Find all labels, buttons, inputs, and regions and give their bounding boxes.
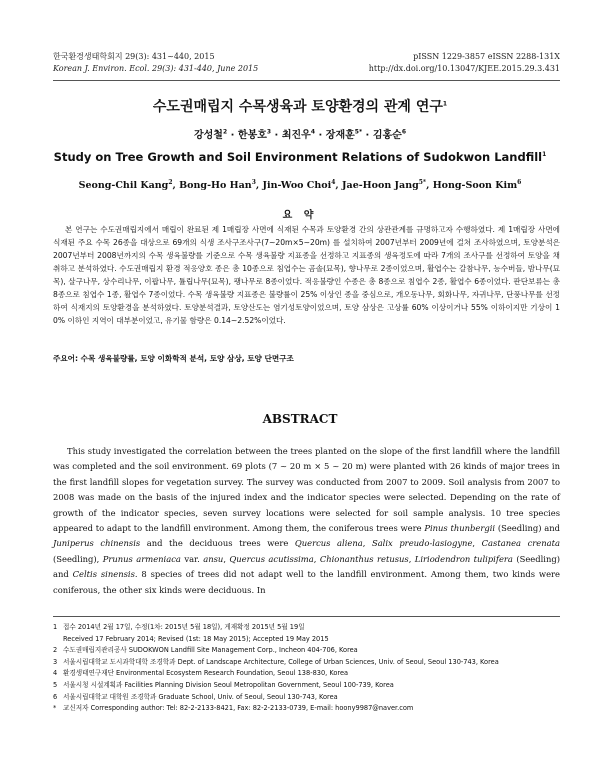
keywords-korean: 주요어: 수목 생육불량률, 토양 이화학적 분석, 토양 삼상, 토양 단면구조 [53,354,294,363]
footnote-item [53,680,563,692]
journal-identifiers [369,51,560,75]
footnotes [53,622,563,715]
abstract-text-run: (Seedling), [53,553,103,564]
author-affiliation-mark: 3 [266,128,272,136]
author-name: Bong-Ho Han [179,180,252,191]
species-name: Liriodendron tulipifera [414,553,513,564]
footnote-item [53,657,563,669]
footnote-text: 서울시립대학교 도시과학대학 조경학과 Dept. of Landscape Architecture, College of Urban Sciences, Univ. of Seoul, Seoul 130-743, Korea [63,657,499,666]
author-name: 한봉호 [237,130,267,141]
footnote-mark: * [53,704,57,713]
author-affiliation-mark: 4 [310,128,316,136]
summary-heading: 요 약 [282,210,318,221]
author-affiliation-mark: 6 [401,128,407,136]
author-affiliation-mark: 5* [354,128,363,136]
author-name: 장재훈 [325,130,355,141]
author-affiliation-mark: 5* [418,178,427,186]
abstract-text-run: and the deciduous trees were [140,538,295,549]
species-name: Chionanthus retusus [319,553,409,564]
abstract-text-run: (Seedling) and [53,553,560,580]
abstract-heading: ABSTRACT [262,412,338,426]
abstract-english [53,444,560,598]
journal-name-ko: 한국환경생태학회지 29(3): 431~440, 2015 [53,52,215,61]
abstract-text-run: . 8 species of trees did not adapt well to the landfill environment. Among them, two kinds were coniferous, the other six kinds were deciduous. In [53,569,560,595]
abstract-text-run: , [313,553,320,564]
abstract-text-run: , [472,538,482,549]
author-name: Seong-Chil Kang [78,180,169,191]
footnote-item [53,703,563,715]
title-korean [0,96,600,116]
author-separator: · [227,130,238,141]
footnote-item [53,622,563,634]
footnote-text: 접수 2014년 2월 17일, 수정(1차: 2015년 5월 18일), 게재확정 2015년 5월 19일 [63,623,305,631]
abstract-text-run: , [362,538,372,549]
footnote-mark: 2 [53,646,58,655]
author-separator: , [426,180,433,191]
footnote-text: 환경생태연구재단 Environmental Ecosystem Research Foundation, Seoul 138-830, Korea [63,669,349,678]
author-name: 최진우 [281,130,311,141]
journal-citation [53,51,258,75]
footnote-text: Received 17 February 2014; Revised (1st: 18 May 2015); Accepted 19 May 2015 [63,634,329,643]
footnote-text: 서울시립대학교 대학원 조경학과 Graduate School, Univ. of Seoul, Seoul 130-743, Korea [63,692,338,701]
abstract-text-run: , [223,553,230,564]
author-separator: · [315,130,326,141]
abstract-text-run: (Seedling) and [495,523,560,534]
abstract-text-run: var. [180,553,204,564]
author-affiliation-mark: 2 [168,178,173,186]
author-list-english [0,180,600,191]
title-english-footnote-mark: 1 [542,151,547,159]
footnote-divider [53,616,560,617]
title-korean-text: 수도권매립지 수목생육과 토양환경의 관계 연구 [152,99,443,115]
doi-link[interactable]: http://dx.doi.org/10.13047/KJEE.2015.29.3.431 [368,64,560,73]
footnote-text: 수도권매립지관리공사 SUDOKWON Landfill Site Management Corp., Incheon 404-706, Korea [63,646,358,655]
author-affiliation-mark: 6 [517,178,522,186]
footnote-mark: 4 [53,669,58,678]
species-name: Castanea crenata [481,538,560,549]
author-name: Jae-Hoon Jang [342,180,419,191]
author-name: 강성철 [193,130,223,141]
footnote-text: 서울시청 시설계획과 Facilities Planning Division Seoul Metropolitan Government, Seoul 100-739, Korea [63,680,394,689]
species-name: Prunus armeniaca [102,553,181,564]
author-separator: · [271,130,282,141]
abstract-text-run: , [408,553,415,564]
author-affiliation-mark: 2 [222,128,228,136]
species-name: Salix preudo-lasiogyne [371,538,473,549]
issn-text: pISSN 1229-3857 eISSN 2288-131X [413,52,560,61]
species-name: ansu [203,553,224,564]
summary-korean [53,223,560,327]
summary-korean-paragraph: 본 연구는 수도권매립지에서 매립이 완료된 제 1매립장 사면에 식재된 수목과 토양환경 간의 상관관계를 규명하고자 수행하였다. 제 1매립장 사면에 식재된 주요 수목 26종을 대상으로 69개의 식생 조사구조사구(7~20m×5~20m) 를 설치하여 2007년부터 2009년에 걸쳐 조사하였으며, 토양분석은 2007년부터 2008년까지의 수목 생육불량를 기준으로 수목 생육불량 지표종을 선정하고 지표종의 생육정도에 따라 7개의 조사구를 선정하여 토양을 채취하고 분석하였다. 수도권매립지 환경 적응양호 종은 총 10종으로 침엽수는 곰솔(묘목), 향나무로 2종이었으며, 활엽수는 갈참나무, 능수버들, 밤나무(묘목), 살구나무, 상수리나무, 이팝나무, 튤립나무(묘목), 팽나무로 8종이었다. 적응불량인 수종은 총 8종으로 침엽수 2종, 활엽수 6종이었다. 판단보류는 총 8종으로 침엽수 1종, 활엽수 7종이었다. 수목 생육불량 지표종은 불량률이 25% 이상인 종을 중심으로, 개오동나무, 회화나무, 자귀나무, 단풍나무를 선정하여 식재지의 토양환경을 분석하였다. 토양분석결과, 토양산도는 염기성토양이었으며, 토양 삼상은 고상률 60% 이상이거나 55% 이하이지만 기상이 10% 이하인 지역이 대부분이었고, 유기물 함량은 0.14~2.52%이었다. [53,225,560,325]
species-name: Quercus aliena [294,538,363,549]
species-name: Juniperus chinensis [53,538,141,549]
abstract-text-run: This study investigated the correlation between the trees planted on the slope of the first landfill where the landfill was completed and the soil environment. 69 plots (7 ~ 20 m × 5 ~ 20 m) were planted with 26 kinds of major trees in the first landfill slopes for vegetation survey. The survey was conducted from 2007 to 2009. Soil analysis from 2007 to 2008 was made on the basis of the injured index and the indicator species were selected. Depending on the rate of growth of the indicator species, seven survey locations were selected for soil sample analysis. 10 tree species appeared to adapt to the landfill environment. Among them, the coniferous trees were [53,446,560,534]
footnote-mark: 5 [53,680,58,689]
author-list-korean [0,126,600,141]
footnote-item [53,634,563,646]
author-name: Jin-Woo Choi [262,180,332,191]
species-name: Celtis sinensis [72,569,135,580]
footnote-item [53,668,563,680]
species-name: Quercus acutissima [229,553,314,564]
footnote-mark: 3 [53,657,58,666]
footnote-item [53,645,563,657]
author-affiliation-mark: 4 [331,178,336,186]
title-english-text: Study on Tree Growth and Soil Environment Relations of Sudokwon Landfill [53,150,543,164]
author-separator: · [362,130,373,141]
author-affiliation-mark: 3 [251,178,256,186]
journal-name-en: Korean J. Environ. Ecol. 29(3): 431-440, June 2015 [53,64,259,73]
author-separator: , [172,180,180,191]
title-english [0,150,600,164]
footnote-item [53,692,563,704]
author-separator: , [335,180,343,191]
footnote-mark: 1 [53,623,58,631]
author-name: Hong-Soon Kim [432,180,518,191]
title-korean-footnote-mark: 1 [442,100,448,108]
abstract-english-paragraph [53,444,560,598]
header-divider [53,80,560,81]
footnote-mark: 6 [53,692,58,701]
author-separator: , [255,180,263,191]
species-name: Pinus thunbergii [424,523,496,534]
footnote-text: 교신저자 Corresponding author: Tel: 82-2-2133-8421, Fax: 82-2-2133-0739, E-mail: hoony9987@naver.com [63,704,414,713]
author-name: 김홍순 [372,130,402,141]
